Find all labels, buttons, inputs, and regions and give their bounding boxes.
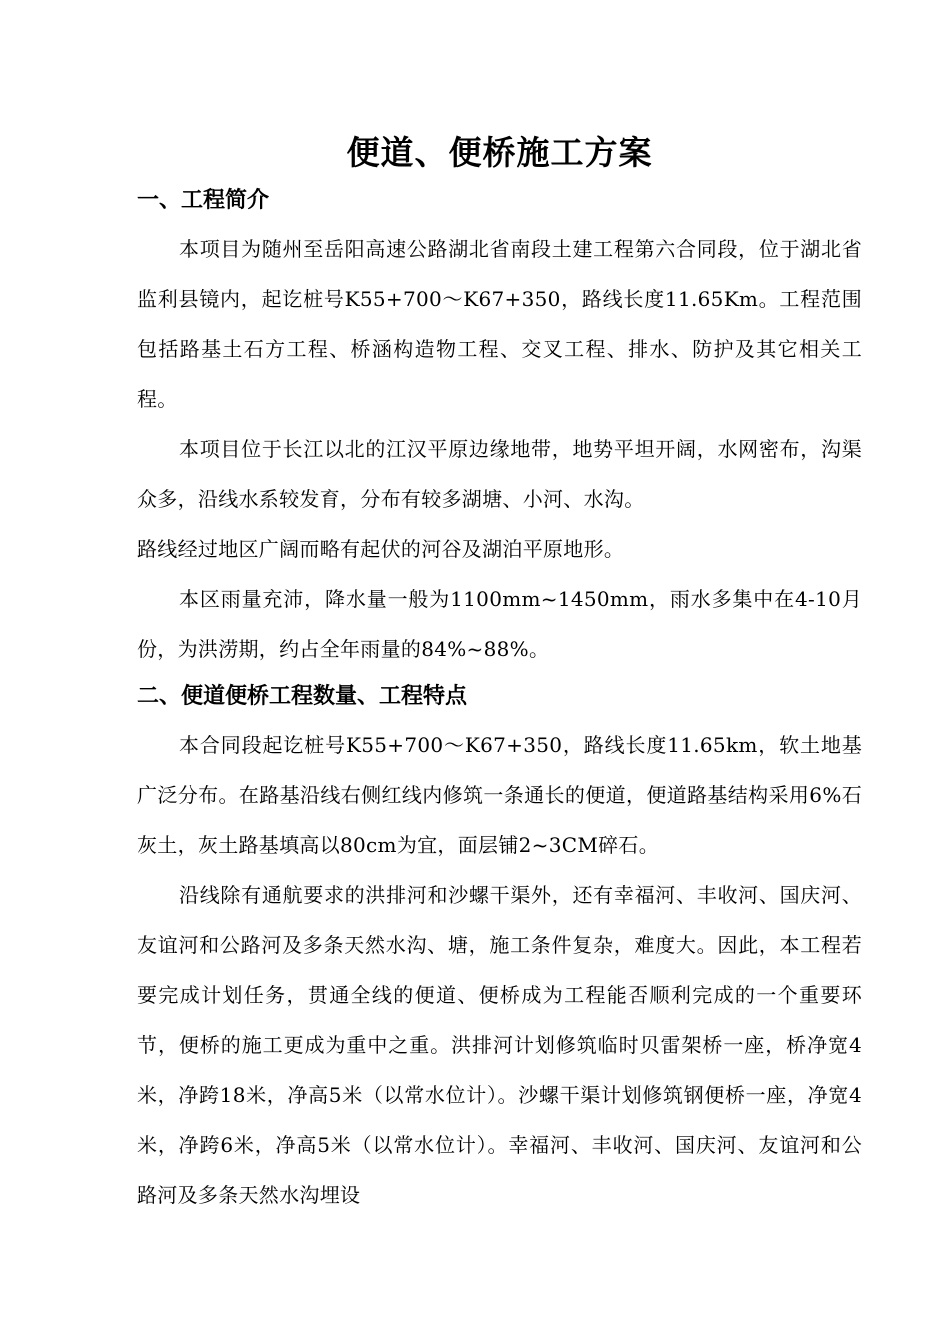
document-title: 便道、便桥施工方案 <box>346 133 653 172</box>
paragraph: 本项目为随州至岳阳高速公路湖北省南段土建工程第六合同段，位于湖北省监利县镜内，起讫桩号K55+700～K67+350，路线长度11.65Km。工程范围包括路基土石方工程、桥涵构造物工程、交叉工程、排水、防护及其它相关工程。 <box>137 237 862 411</box>
section-overview <box>137 178 862 674</box>
paragraph: 沿线除有通航要求的洪排河和沙螺干渠外，还有幸福河、丰收河、国庆河、友谊河和公路河及多条天然水沟、塘，施工条件复杂，难度大。因此，本工程若要完成计划任务，贯通全线的便道、便桥成为工程能否顺利完成的一个重要环节，便桥的施工更成为重中之重。洪排河计划修筑临时贝雷架桥一座，桥净宽4米，净跨18米，净高5米（以常水位计）。沙螺干渠计划修筑钢便桥一座，净宽4米，净跨6米，净高5米（以常水位计）。幸福河、丰收河、国庆河、友谊河和公路河及多条天然水沟埋设 <box>137 883 862 1207</box>
paragraph: 本项目位于长江以北的江汉平原边缘地带，地势平坦开阔，水网密布，沟渠众多，沿线水系较发育，分布有较多湖塘、小河、水沟。 <box>137 437 862 511</box>
document-page <box>137 128 862 1220</box>
section-heading: 一、工程简介 <box>137 188 270 213</box>
section-heading: 二、便道便桥工程数量、工程特点 <box>137 684 468 709</box>
paragraph: 路线经过地区广阔而略有起伏的河谷及湖泊平原地形。 <box>137 537 625 561</box>
section-quantities <box>137 674 862 1220</box>
paragraph: 本区雨量充沛，降水量一般为1100mm~1450mm，雨水多集中在4-10月份，为洪涝期，约占全年雨量的84%~88%。 <box>137 587 862 661</box>
paragraph: 本合同段起讫桩号K55+700～K67+350，路线长度11.65km，软土地基广泛分布。在路基沿线右侧红线内修筑一条通长的便道，便道路基结构采用6%石灰土，灰土路基填高以80cm为宜，面层铺2~3CM碎石。 <box>137 733 862 857</box>
